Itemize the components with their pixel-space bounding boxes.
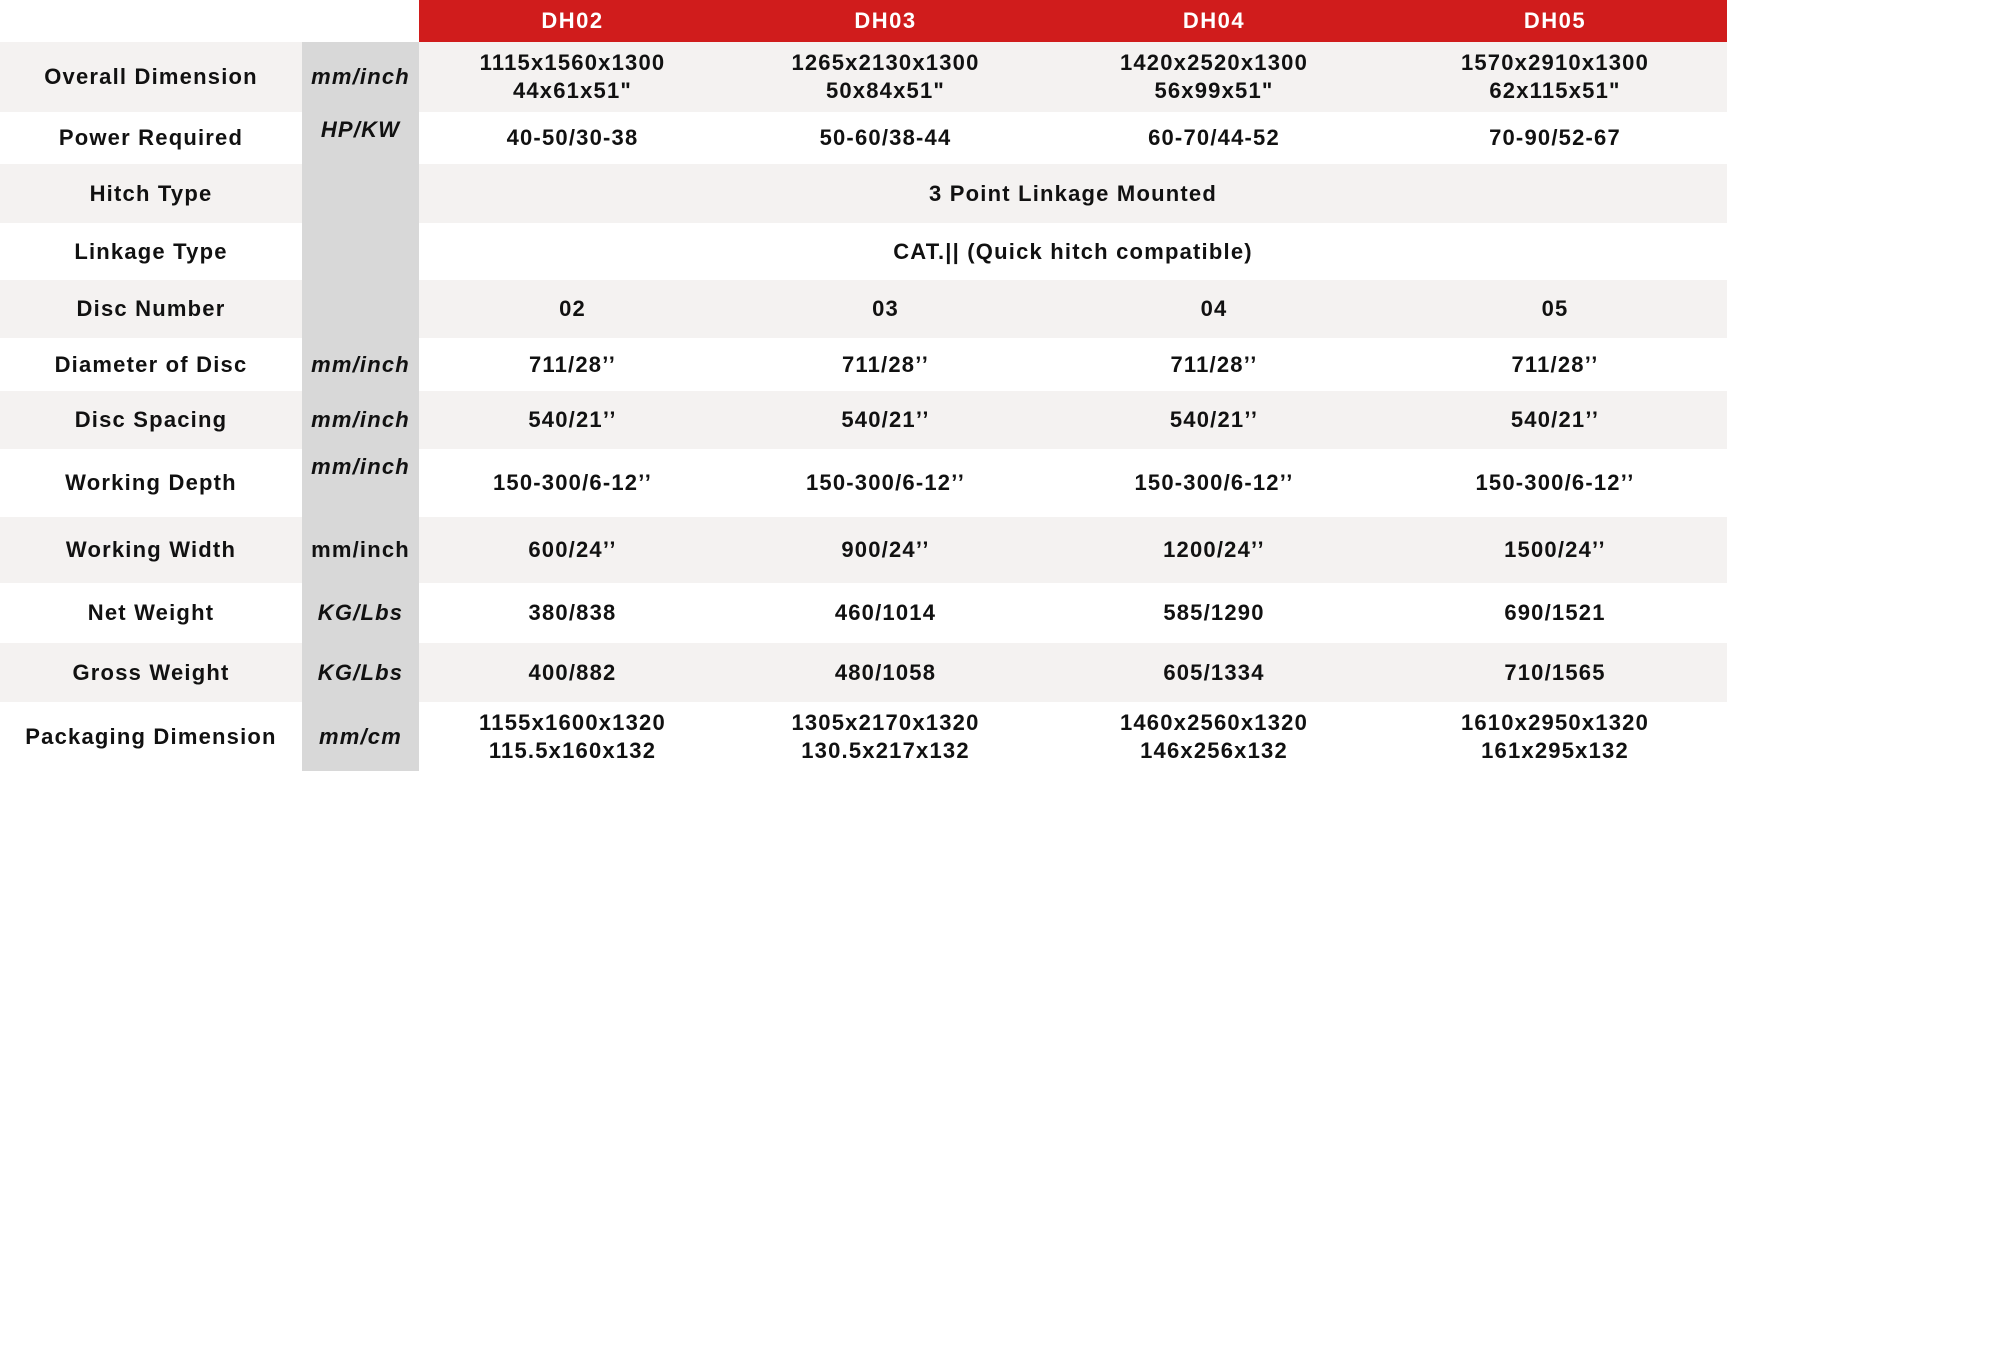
value-cell: 70-90/52-67 — [1383, 112, 1727, 164]
row-diameter-of-disc — [0, 338, 1727, 391]
header-blank-cell — [0, 0, 302, 42]
value-cell: 40-50/30-38 — [419, 112, 726, 164]
value-cell: 460/1014 — [726, 583, 1045, 643]
value-cell: 600/24’’ — [419, 517, 726, 583]
unit-cell — [302, 164, 419, 223]
row-label: Working Width — [0, 517, 302, 583]
value-cell: 540/21’’ — [726, 391, 1045, 449]
row-disc-number — [0, 280, 1727, 338]
value-cell: 400/882 — [419, 643, 726, 702]
row-working-width — [0, 517, 1727, 583]
unit-cell: mm/inch — [302, 391, 419, 449]
value-cell: 05 — [1383, 280, 1727, 338]
value-cell: 710/1565 — [1383, 643, 1727, 702]
row-label: Linkage Type — [0, 223, 302, 280]
row-label: Net Weight — [0, 583, 302, 643]
value-cell: 1200/24’’ — [1045, 517, 1383, 583]
value-cell: 585/1290 — [1045, 583, 1383, 643]
value-cell: 150-300/6-12’’ — [419, 449, 726, 517]
value-cell: 711/28’’ — [419, 338, 726, 391]
row-label: Disc Spacing — [0, 391, 302, 449]
row-label: Power Required — [0, 112, 302, 164]
value-cell: 03 — [726, 280, 1045, 338]
row-label: Disc Number — [0, 280, 302, 338]
value-cell: 480/1058 — [726, 643, 1045, 702]
row-packaging-dimension — [0, 702, 1727, 771]
value-cell: 1115x1560x1300 44x61x51" — [419, 42, 726, 112]
row-overall-dimension — [0, 42, 1727, 112]
unit-cell: KG/Lbs — [302, 583, 419, 643]
unit-cell: KG/Lbs — [302, 643, 419, 702]
value-cell: 1265x2130x1300 50x84x51" — [726, 42, 1045, 112]
value-cell: 1610x2950x1320 161x295x132 — [1383, 702, 1727, 771]
unit-cell: HP/KW — [302, 112, 419, 164]
value-cell: 711/28’’ — [1045, 338, 1383, 391]
value-cell: 1305x2170x1320 130.5x217x132 — [726, 702, 1045, 771]
value-cell: 150-300/6-12’’ — [726, 449, 1045, 517]
value-cell: 1500/24’’ — [1383, 517, 1727, 583]
value-cell: 900/24’’ — [726, 517, 1045, 583]
value-cell: 150-300/6-12’’ — [1045, 449, 1383, 517]
row-label: Packaging Dimension — [0, 702, 302, 771]
spec-table — [0, 0, 1727, 771]
row-power-required — [0, 112, 1727, 164]
row-working-depth — [0, 449, 1727, 517]
value-cell: 540/21’’ — [419, 391, 726, 449]
value-cell: 04 — [1045, 280, 1383, 338]
row-label: Overall Dimension — [0, 42, 302, 112]
value-cell: 540/21’’ — [1383, 391, 1727, 449]
unit-cell: mm/inch — [302, 42, 419, 112]
row-hitch-type — [0, 164, 1727, 223]
row-label: Gross Weight — [0, 643, 302, 702]
row-label: Diameter of Disc — [0, 338, 302, 391]
value-cell: 540/21’’ — [1045, 391, 1383, 449]
value-cell: 1420x2520x1300 56x99x51" — [1045, 42, 1383, 112]
model-header-dh03: DH03 — [726, 0, 1045, 42]
value-cell: 1155x1600x1320 115.5x160x132 — [419, 702, 726, 771]
value-cell: 02 — [419, 280, 726, 338]
row-linkage-type — [0, 223, 1727, 280]
row-label: Working Depth — [0, 449, 302, 517]
value-cell: 711/28’’ — [1383, 338, 1727, 391]
unit-cell — [302, 280, 419, 338]
value-cell: 1570x2910x1300 62x115x51" — [1383, 42, 1727, 112]
header-row — [0, 0, 1727, 42]
unit-cell: mm/inch — [302, 449, 419, 517]
value-cell: 380/838 — [419, 583, 726, 643]
value-cell: 605/1334 — [1045, 643, 1383, 702]
span-value-cell: 3 Point Linkage Mounted — [419, 164, 1727, 223]
model-header-dh02: DH02 — [419, 0, 726, 42]
value-cell: 60-70/44-52 — [1045, 112, 1383, 164]
unit-cell: mm/inch — [302, 338, 419, 391]
header-blank-cell — [302, 0, 419, 42]
value-cell: 150-300/6-12’’ — [1383, 449, 1727, 517]
unit-cell: mm/cm — [302, 702, 419, 771]
row-disc-spacing — [0, 391, 1727, 449]
row-gross-weight — [0, 643, 1727, 702]
value-cell: 1460x2560x1320 146x256x132 — [1045, 702, 1383, 771]
row-net-weight — [0, 583, 1727, 643]
model-header-dh04: DH04 — [1045, 0, 1383, 42]
value-cell: 690/1521 — [1383, 583, 1727, 643]
value-cell: 50-60/38-44 — [726, 112, 1045, 164]
unit-cell — [302, 223, 419, 280]
span-value-cell: CAT.|| (Quick hitch compatible) — [419, 223, 1727, 280]
value-cell: 711/28’’ — [726, 338, 1045, 391]
unit-cell: mm/inch — [302, 517, 419, 583]
model-header-dh05: DH05 — [1383, 0, 1727, 42]
row-label: Hitch Type — [0, 164, 302, 223]
